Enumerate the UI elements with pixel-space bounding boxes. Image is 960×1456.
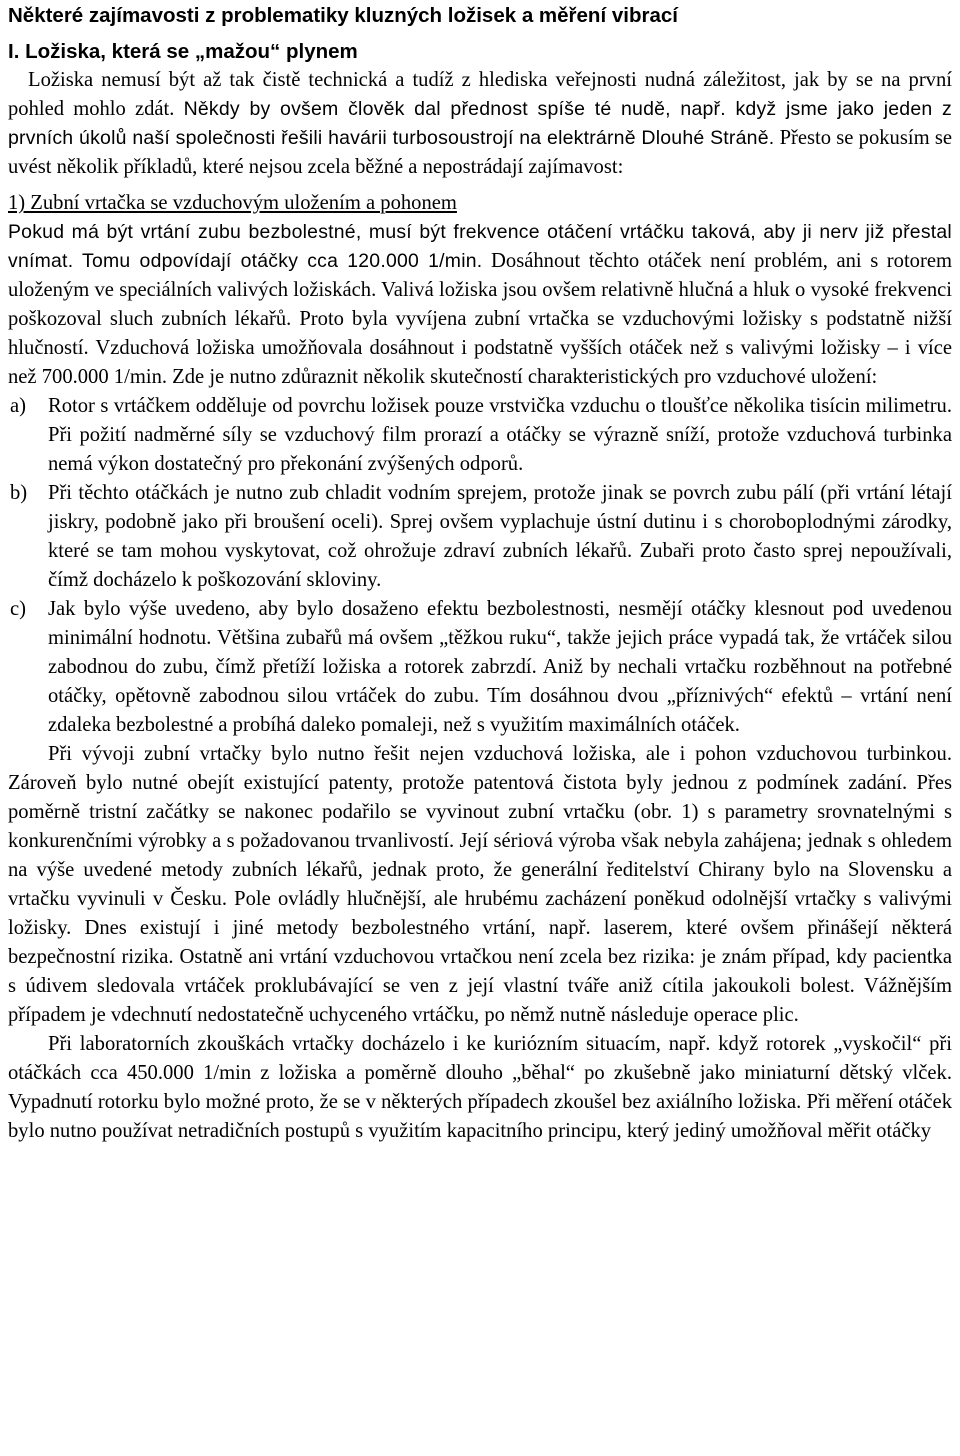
paragraph-development: Při vývoji zubní vrtačky bylo nutno řešit nejen vzduchová ložiska, ale i pohon vzduchovou turbinkou. Zároveň bylo nutné obejít existující patenty, protože patentová čistota byly jednou z podmínek zadání. Přes poměrně tristní začátky se nakonec podařilo se vyvinout zubní vrtačku (obr. 1) s parametry srovnatelnými s konkurenčními výrobky a s požadovanou trvanlivostí. Její sériová výroba však nebyla zahájena; jednak s ohledem na výše uvedené metody zubních lékařů, jednak proto, že generální ředitelství Chirany bylo na Slovensku a vrtačku vyvinuli v Česku. Pole ovládly hlučnější, ale hrubému zacházení poněkud odolnější vrtačky s valivými ložisky. Dnes existují i jiné metody bezbolestného vrtání, např. laserem, které ovšem přinášejí některá bezpečnostní rizika. Ostatně ani vrtání vzduchovou vrtačkou není zcela bez rizika: je znám případ, kdy pacientka s údivem sledovala vrtáček proklubávající se ven z její vlastní tváře aniž cítila jakoukoli bolest. Vážnějším případem je vdechnutí nedostatečně uchyceného vrtáčku, po němž nutně následuje operace plic. bbox=[8, 743, 952, 1026]
paragraph-drill-intro bbox=[8, 218, 952, 392]
subheading-dental-drill: 1) Zubní vrtačka se vzduchovým uložením a pohonem bbox=[8, 192, 457, 214]
list-item bbox=[8, 595, 952, 740]
list-marker: a) bbox=[10, 395, 26, 417]
paragraph-lab-tests: Při laboratorních zkouškách vrtačky docházelo i ke kuriózním situacím, např. když rotorek „vyskočil“ při otáčkách cca 450.000 1/min z ložiska a poměrně dlouho „běhal“ po zkušebně jako miniaturní dětský vlček. Vypadnutí rotorku bylo možné proto, že se v některých případech zkoušel bez axiálního ložiska. Při měření otáček bylo nutno používat netradičních postupů s využitím kapacitního principu, který jediný umožňoval měřit otáčky bbox=[8, 1033, 952, 1142]
list-item-text: Při těchto otáčkách je nutno zub chladit vodním sprejem, protože jinak se povrch zubu pálí (při vrtání létají jiskry, podobně jako při broušení oceli). Sprej ovšem vyplachuje ústní dutinu i s choroboplodnými zárodky, které se tam mohou vyskytovat, což ohrožuje zdraví zubních lékařů. Zubaři proto často sprej nepoužívali, čímž docházelo k poškozování skloviny. bbox=[48, 482, 952, 591]
intro-part-2: Někdy by ovšem člověk dal přednost spíše té nudě, např. když jsme jako jeden z prvních úkolů naší společnosti řešili havárii turbosoustrojí na elektrárně Dlouhé Stráně. bbox=[8, 98, 953, 149]
list-marker: c) bbox=[10, 598, 26, 620]
intro-part-1: Ložiska nemusí být až tak čistě technická a tudíž z hlediska veřejnosti nudná záležitost, jak by se na první pohled mohlo zdát. bbox=[8, 69, 952, 120]
list-item-text: Jak bylo výše uvedeno, aby bylo dosaženo efektu bezbolestnosti, nesmějí otáčky klesnout pod uvedenou minimální hodnotu. Většina zubařů má ovšem „těžkou ruku“, takže jejich práce vypadá tak, že vrtáček silou zabodnou do zubu, čímž přetíží ložiska a rotorek zabrzdí. Aniž by nechali vrtačku rozběhnout na potřebné otáčky, opětovně zabodnou silou vrtáček do zubu. Tím dosáhnou dvou „příznivých“ efektů – vrtání není zdaleka bezbolestné a probíhá daleko pomaleji, než s využitím maximálních otáček. bbox=[48, 598, 952, 736]
section-heading: I. Ložiska, která se „mažou“ plynem bbox=[8, 40, 358, 63]
characteristics-list bbox=[8, 392, 952, 740]
intro-paragraph bbox=[8, 66, 952, 182]
paragraph1-part-1: Pokud má být vrtání zubu bezbolestné, musí být frekvence otáčení vrtáčku taková, aby ji nerv již přestal vnímat. Tomu odpovídají otáčky cca 120.000 1/min. bbox=[8, 221, 952, 272]
intro-part-3: Přesto se pokusím se uvést několik příkladů, které nejsou zcela běžné a nepostrádají zajímavost: bbox=[8, 127, 952, 178]
document-title: Některé zajímavosti z problematiky kluzných ložisek a měření vibrací bbox=[8, 4, 678, 27]
list-marker: b) bbox=[10, 482, 28, 504]
list-item-text: Rotor s vrtáčkem odděluje od povrchu ložisek pouze vrstvička vzduchu o tloušťce několika tisícin milimetru. Při požití nadměrné síly se vzduchový film prorazí a otáčky se výrazně sníží, protože vzduchová turbinka nemá výkon dostatečný pro překonání zvýšených odporů. bbox=[48, 395, 952, 475]
list-item bbox=[8, 479, 952, 595]
list-item bbox=[8, 392, 952, 479]
paragraph1-part-2: Dosáhnout těchto otáček není problém, ani s rotorem uloženým ve speciálních valivých ložiskách. Valivá ložiska jsou ovšem relativně hlučná a hluk o vysoké frekvenci poškozoval sluch zubních lékařů. Proto byla vyvíjena zubní vrtačka se vzduchovými ložisky s podstatně nižší hlučností. Vzduchová ložiska umožňovala dosáhnout i podstatně vyšších otáček než s valivými ložisky – i více než 700.000 1/min. Zde je nutno zdůraznit několik skutečností charakteristických pro vzduchové uložení: bbox=[8, 250, 953, 388]
